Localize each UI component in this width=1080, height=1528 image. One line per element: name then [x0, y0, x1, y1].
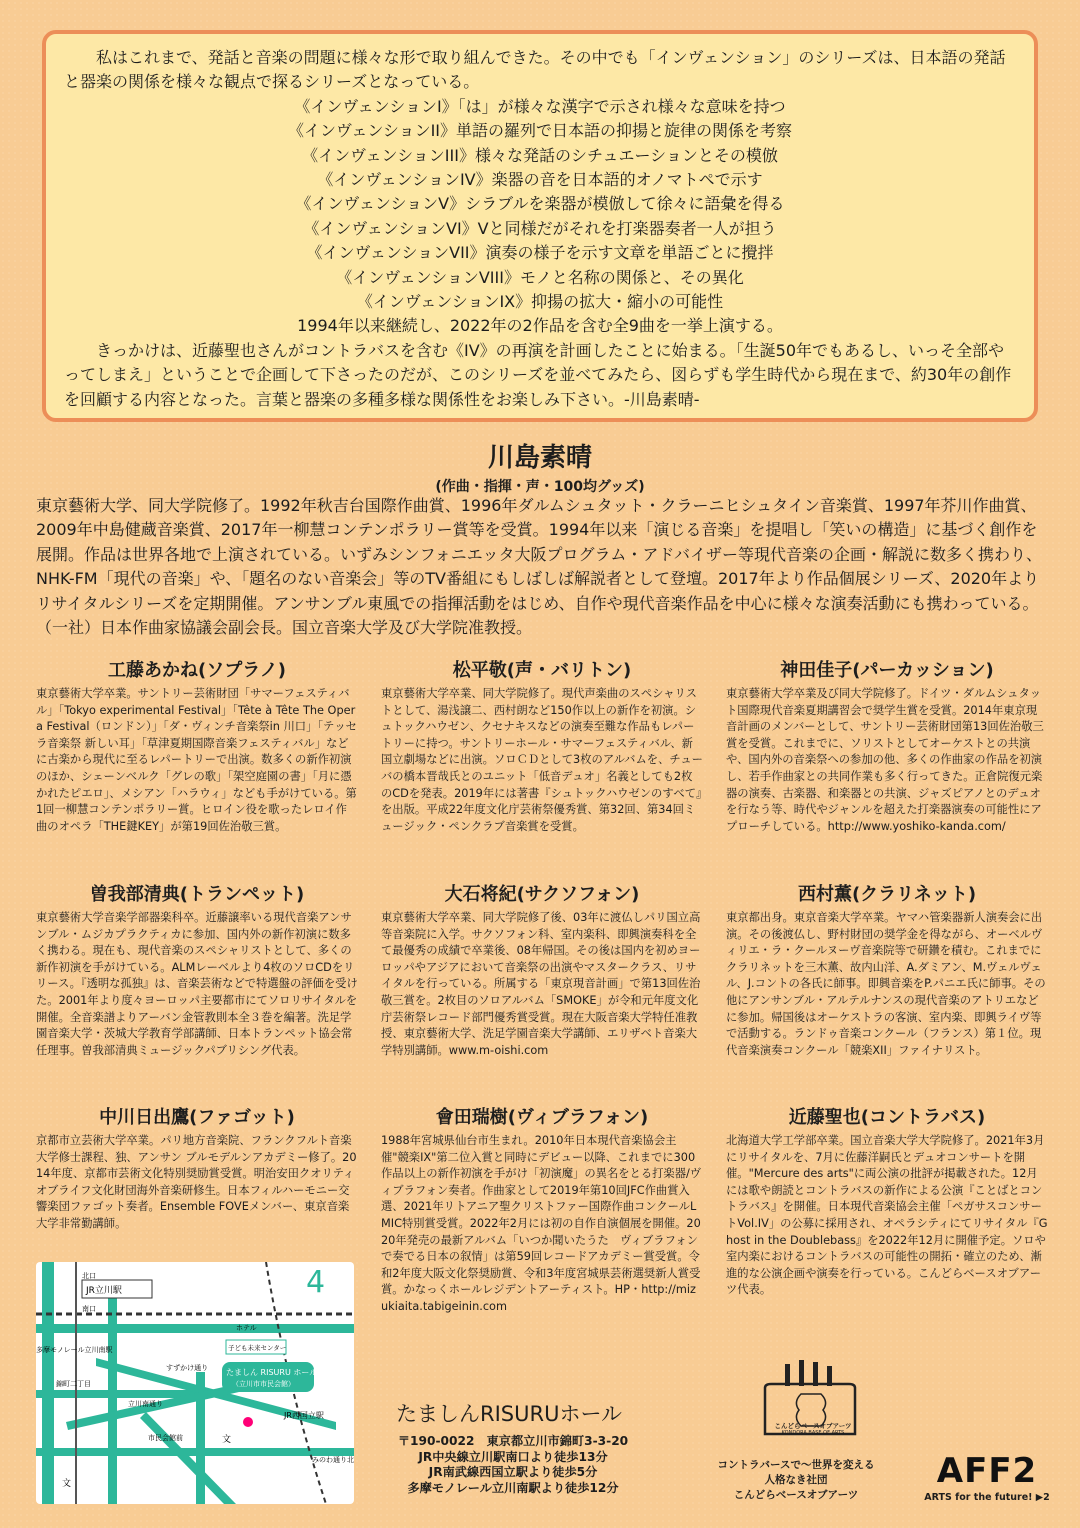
performer-name: 西村薫(クラリネット): [797, 884, 977, 905]
performer-trumpet: [36, 880, 358, 1059]
work-line: 《インヴェンションVIII》モノと名称の関係と、その異化: [336, 267, 744, 287]
map-label: ホテル: [236, 1324, 257, 1332]
map-road: [36, 1324, 354, 1333]
venue-access: 多摩モノレール立川南駅より徒歩12分: [407, 1480, 619, 1495]
performer-bio: 東京藝術大学卒業、同大学院修了後、03年に渡仏しパリ国立高等音楽院に入学。サクソフォン科、室内楽科、即興演奏科を全て最優秀の成績で卒業後、08年帰国。その後は国内を初めヨーロッパやアジアにおいて音楽祭の出演やマスタークラス、リサイタルを行っている。所属する「東京現音計画」で第13回佐治敬三賞を。2枚目のソロアルバム「SMOKE」が令和元年度文化庁芸術祭レコード部門優秀賞受賞。現在大阪音楽大学特任准教授、東京藝術大学、洗足学園音楽大学講師、エリザベト音楽大学特別講師。www.m-oishi.com: [381, 911, 701, 1057]
aff2-mark: [922, 1452, 1052, 1490]
performer-name: 曽我部清典(トランペット): [89, 884, 305, 905]
map-label: 市民会館前: [148, 1434, 183, 1442]
map-label: 錦町二丁目: [56, 1380, 91, 1388]
map-label: 北口: [82, 1272, 96, 1280]
composer-name: 川島素晴: [487, 443, 592, 473]
performer-bio: 東京藝術大学卒業及び同大学院修了。ドイツ・ダルムシュタット国際現代音楽夏期講習会で奨学生賞を受賞。2014年東京現音計画のメンバーとして、サントリー芸術財団第13回佐治敬三賞を受賞。これまでに、ソリストとしてオーケストとの共演や、国内外の音楽祭への参加の他、多くの作曲家の作品を初演し、若手作曲家との共同作業も多く行ってきた。正倉院復元楽器の演奏、古楽器、和楽器との共演、ジャズピアノとのデュオを行なう等、時代やジャンルを超えた打楽器演奏の可能性にアプローチしている。http://www.yoshiko-kanda.com/: [726, 687, 1044, 833]
map-road: [140, 1412, 236, 1504]
work-line: 《インヴェンションVII》演奏の様子を示す文章を単語ごとに攪拌: [306, 243, 774, 263]
kondora-logo-sub: KONDORA BASE OF ARTS: [781, 1430, 845, 1436]
performer-bio: 1988年宮城県仙台市生まれ。2010年日本現代音楽協会主催"競楽IX"第二位入賞と同時にデビュー以降、これまでに300作品以上の新作初演を手がけ「初演魔」の異名をとる打楽器/ヴィブラフォン奏者。作曲家として2019年第10回JFC作曲賞入選、2021年リトアニア聖クリストファー国際作曲コンクールLMIC特別賞受賞。2022年2月には初の自作自演個展を開催。2020年発売の最新アルバム「いつか聞いたうた ヴィブラフォンで奏でる日本の叙情」は第59回レコードアカデミー賞受賞。令和2年度大阪文化祭奨励賞、令和3年度宮城県芸術選奨新人賞受賞。かなっくホールレジデントアーティスト。HP・http://mizukiaita.tabigeinin.com: [381, 1134, 702, 1313]
org-line: こんどらベースオブアーツ: [733, 1489, 859, 1501]
performer-bio: 東京藝術大学音楽学部器楽科卒。近藤譲率いる現代音楽アンサンブル・ムジカプラクティカに参加、国内外の新作初演に数多く携わる。現在も、現代音楽のスペシャリストとして、多くの新作初演を手がけている。ALMレーベルより4枚のソロCDをリリース。『透明な孤独』は、音楽芸術などで特選盤の評価を受けた。2001年より度々ヨーロッパ主要都市にてソロリサイタルを開催。全音楽譜よりアーバン金管教則本全３巻を編著。洗足学園音楽大学・茨城大学教育学部講師、日本トランペット協会常任理事。曽我部清典ミュージックパブリシング代表。: [36, 911, 358, 1057]
venue-name: たましんRISURUホール: [396, 1402, 623, 1426]
aff2-mark-text: AFF2: [936, 1451, 1038, 1491]
performer-bio: 東京藝術大学卒業。サントリー芸術財団「サマーフェスティバル」「Tokyo experimental Festival」「Tête à Tête The Opera Festival（ロンドン）」「ダ・ヴィンチ音楽祭in 川口」「テッセラ音楽祭 新しい耳」「草津夏期国際音楽フェスティバル」などに古楽から現代に至るレパートリーで出演。数多くの新作初演のほか、シェーンベルク「グレの歌」「架空庭園の書」「月に憑かれたピエロ」、メシアン「ハラウィ」なども手がけている。第1回一柳慧コンテンポラリー賞。ヒロイン役を歌ったレロイ作曲のオペラ「THE鍵KEY」が第19回佐治敬三賞。: [36, 687, 357, 833]
performer-bassoon: [36, 1103, 358, 1233]
org-line: 人格なき社団: [764, 1474, 828, 1486]
venue-access: JR南武線西国立駅より徒歩5分: [428, 1465, 598, 1480]
map-label: みのわ通り北: [312, 1456, 354, 1464]
map-label: （立川市市民会館）: [232, 1380, 295, 1388]
work-line: 《インヴェンションIX》抑揚の拡大・縮小の可能性: [356, 292, 724, 312]
works-list: [64, 95, 1016, 339]
map-label: 子ども未来センター: [228, 1344, 287, 1352]
access-map: [36, 1262, 354, 1504]
performer-baritone: [381, 656, 703, 835]
map-label: JR西国立駅: [284, 1411, 324, 1420]
performer-bio: 東京都出身。東京音楽大学卒業。ヤマハ管楽器新人演奏会に出演。その後渡仏し、野村財団の奨学金を得ながら、オーベルヴィリエ・ラ・クールヌーヴ音楽院等で研鑽を積む。これまでにクラリネットを三木薫、故内山洋、A.ダミアン、M.ヴェルヴェル、J.コントの各氏に師事。即興音楽をP.パニエ氏に師事。その他にアンサンブル・アルテルナンスの現代音楽のアトリエなどに参加。帰国後はオーケストラの客演、室内楽、即興ライヴ等で活動する。ランドゥ音楽コンクール（フランス）第１位。現代音楽演奏コンクール「競楽XII」ファイナリスト。: [726, 911, 1046, 1057]
map-label: 立川南通り: [128, 1400, 163, 1408]
intro-box: [42, 30, 1038, 422]
map-label: すずかけ通り: [166, 1364, 209, 1372]
performer-bio: 京都市立芸術大学卒業。パリ地方音楽院、フランクフルト音楽大学修士課程、独、アンサン ブルモデルンアカデミー修了。2014年度、京都市芸術文化特別奨励賞受賞。明治安田クオリティ オブライフ文化財団海外音楽研修生。日本フィルハーモニー交響楽団ファゴット奏者。Ensemble FOVEメンバー、東京音楽大学非常勤講師。: [36, 1134, 357, 1230]
performer-name: 工藤あかね(ソプラノ): [108, 660, 286, 681]
venue-access: JR中央線立川駅南口より徒歩13分: [418, 1449, 608, 1464]
performer-vibraphone: [381, 1103, 703, 1316]
map-label: 文: [62, 1479, 72, 1489]
intro-paragraph-2: きっかけは、近藤聖也さんがコントラバスを含む《IV》の再演を計画したことに始まる。「生誕50年でもあるし、いっそ全部やってしまえ」ということで企画して下さったのだが、このシリーズを並べてみたら、図らずも学生時代から現在まで、約30年の創作を回顧する内容となった。言葉と器楽の多種多様な関係性をお楽しみ下さい。-川島素晴-: [64, 340, 1012, 409]
performer-percussion: [726, 656, 1048, 835]
work-line: 《インヴェンションIII》様々な発話のシチュエーションとその模倣: [302, 145, 778, 165]
composer-bio: 東京藝術大学、同大学院修了。1992年秋吉台国際作曲賞、1996年ダルムシュタット・クラーニヒシュタイン音楽賞、1997年芥川作曲賞、2009年中島健蔵音楽賞、2017年一柳慧コンテンポラリー賞等を受賞。1994年以来「演じる音楽」を提唱し「笑いの構造」に基づく創作を展開。作品は世界各地で上演されている。いずみシンフォニエッタ大阪プログラム・アドバイザー等現代音楽の企画・解説に数多く携わり、NHK-FM「現代の音楽」や、「題名のない音楽会」等のTV番組にもしばしば解説者として登壇。2017年より作品個展シリーズ、2020年よりリサイタルシリーズを定期開催。アンサンブル東風での指揮活動をはじめ、自作や現代音楽作品を中心に様々な演奏活動にも携わっている。（一社）日本作曲家協議会副会長。国立音楽大学及び大学院准教授。: [36, 496, 1043, 638]
org-text: [706, 1458, 886, 1503]
performer-clarinet: [726, 880, 1048, 1059]
map-label: たましん RISURU ホール: [226, 1368, 318, 1377]
performer-saxophone: [381, 880, 703, 1059]
work-line: 《インヴェンションVI》Vと同様だがそれを打楽器奏者一人が担う: [303, 218, 777, 238]
map-road: [36, 1390, 196, 1398]
performer-name: 松平敬(声・バリトン): [452, 660, 632, 681]
kondora-logo-text: こんどらベースオブアーツ: [774, 1422, 852, 1430]
org-line: コントラバースで～世界を変える: [717, 1459, 875, 1471]
aff2-tagline: ARTS for the future! ▶2: [924, 1492, 1050, 1503]
map-road: [36, 1448, 354, 1456]
map-road: [42, 1262, 54, 1504]
performer-name: 中川日出鷹(ファゴット): [99, 1107, 295, 1128]
north-arrow-icon: 4: [306, 1265, 326, 1300]
composer-roles: (作曲・指揮・声・100均グッズ): [435, 479, 645, 495]
work-line: 《インヴェンションV》シラブルを楽器が模倣して徐々に語彙を得る: [295, 194, 785, 214]
map-svg: [36, 1262, 354, 1504]
venue-info: [388, 1398, 638, 1496]
venue-lines: [388, 1434, 638, 1496]
map-label: 多摩モノレール立川南駅: [36, 1346, 113, 1354]
work-line: 《インヴェンションII》単語の羅列で日本語の抑揚と旋律の関係を考察: [287, 121, 793, 141]
performer-name: 近藤聖也(コントラバス): [788, 1107, 986, 1128]
intro-paragraph-1: 私はこれまで、発話と音楽の問題に様々な形で取り組んできた。その中でも「インヴェンション」のシリーズは、日本語の発話と器楽の関係を様々な観点で探るシリーズとなっている。: [64, 48, 1006, 92]
performer-contrabass: [726, 1103, 1048, 1299]
aff2-logo: [922, 1452, 1052, 1508]
work-line: 《インヴェンションIV》楽器の音を日本語的オノマトペで示す: [317, 170, 763, 190]
venue-address: 〒190-0022 東京都立川市錦町3-3-20: [397, 1434, 629, 1448]
performer-bio: 北海道大学工学部卒業。国立音楽大学大学院修了。2021年3月にリサイタルを、7月に佐藤洋嗣氏とデュオコンサートを開催。"Mercure des arts"に両公演の批評が掲載された。12月には歌や朗読とコントラバスの新作による公演『ことばとコントラバス』を開催。日本現代音楽協会主催「ペガサスコンサートVol.IV」の公募に採用され、オペラシティにてリサイタル『Ghost in the Doublebass』を2022年12月に開催予定。ソロや室内楽におけるコントラバスの可能性の開拓・確立のため、漸進的な公演企画や演奏を行っている。こんどらベースオブアーツ代表。: [726, 1134, 1048, 1297]
map-label: 南口: [82, 1305, 96, 1313]
performer-bio: 東京藝術大学卒業、同大学院修了。現代声楽曲のスペシャリストとして、湯浅譲二、西村朗など150作以上の新作を初演。シュトックハウゼン、クセナキスなどの演奏至難な作品もレパートリーに持つ。サントリーホール・サマーフェスティバル、新国立劇場などに出演。ソロＣＤとして3枚のアルバムを、チューバの橋本晋哉氏とのユニット「低音デュオ」名義としても2枚のCDを発表。2019年には著書『シュトックハウゼンのすべて』を出版。平成22年度文化庁芸術祭優秀賞、第32回、第34回ミュージック・ペンクラブ音楽賞を受賞。: [381, 687, 703, 833]
performer-soprano: [36, 656, 358, 835]
work-line: 1994年以来継続し、2022年の2作品を含む全9曲を一挙上演する。: [297, 316, 783, 336]
map-label: 文: [222, 1435, 232, 1445]
performer-name: 會田瑞樹(ヴィブラフォン): [435, 1107, 649, 1128]
performer-name: 大石将紀(サクソフォン): [444, 884, 640, 905]
map-marker: [243, 1417, 253, 1427]
map-label: JR立川駅: [86, 1286, 122, 1296]
work-line: 《インヴェンションI》「は」が様々な漢字で示され様々な意味を持つ: [294, 96, 786, 116]
performer-name: 神田佳子(パーカッション): [780, 660, 994, 681]
